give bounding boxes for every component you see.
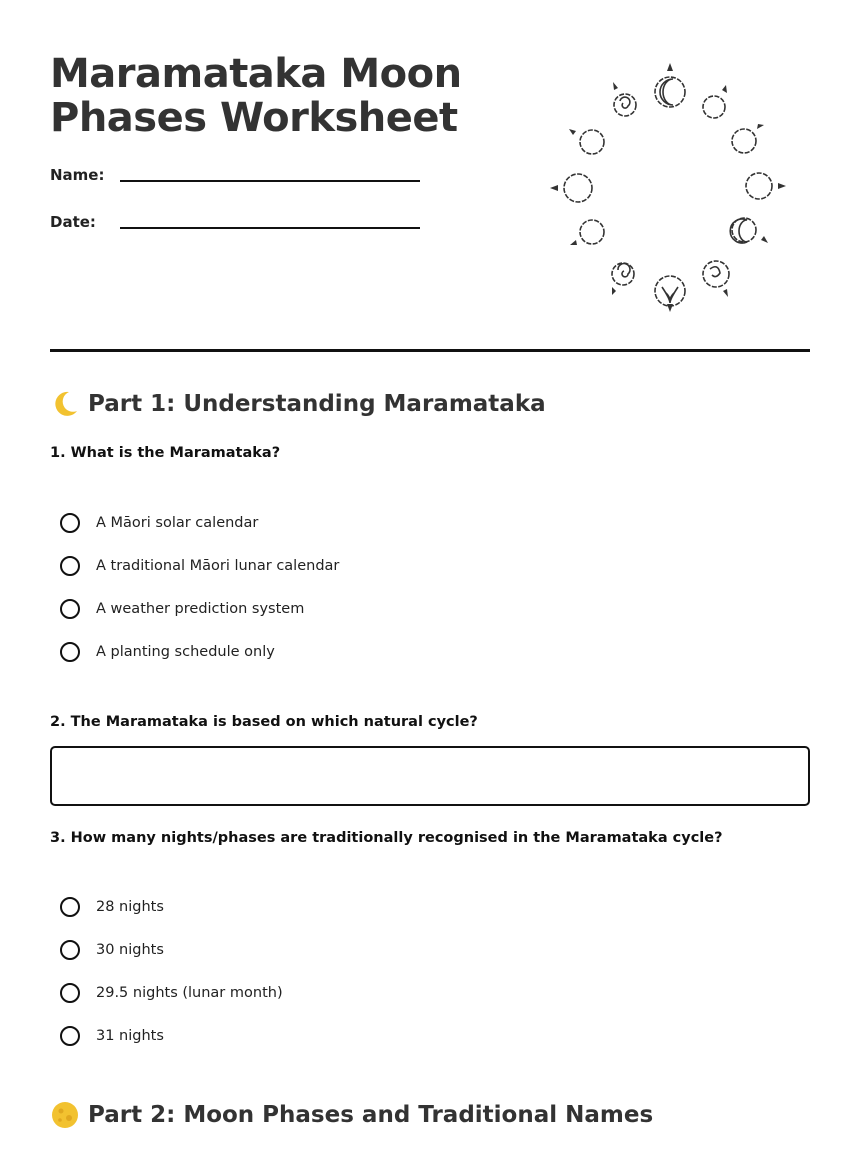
option-label: 28 nights bbox=[96, 899, 164, 915]
option-label: 31 nights bbox=[96, 1028, 164, 1044]
full-moon-icon bbox=[50, 1100, 80, 1130]
part2-heading bbox=[50, 1100, 653, 1130]
q1-option-2[interactable] bbox=[60, 554, 339, 578]
date-line[interactable] bbox=[120, 227, 420, 229]
header-divider bbox=[50, 349, 810, 352]
name-field[interactable] bbox=[50, 166, 420, 190]
worksheet-title: Maramataka Moon Phases Worksheet bbox=[50, 51, 462, 141]
question-2: 2. The Maramataka is based on which natural cycle? bbox=[50, 714, 478, 730]
question-1: 1. What is the Maramataka? bbox=[50, 445, 281, 461]
q3-option-4[interactable] bbox=[60, 1024, 164, 1048]
radio-button[interactable] bbox=[60, 1026, 80, 1046]
part2-heading-text: Part 2: Moon Phases and Traditional Names bbox=[88, 1102, 654, 1128]
option-label: A traditional Māori lunar calendar bbox=[96, 558, 340, 574]
q1-option-4[interactable] bbox=[60, 640, 275, 664]
option-label: 29.5 nights (lunar month) bbox=[96, 985, 283, 1001]
moon-phase-wheel-illustration bbox=[540, 55, 800, 320]
option-label: A weather prediction system bbox=[96, 601, 305, 617]
q3-option-3[interactable] bbox=[60, 981, 283, 1005]
q3-option-2[interactable] bbox=[60, 938, 164, 962]
date-label: Date: bbox=[50, 213, 96, 231]
radio-button[interactable] bbox=[60, 599, 80, 619]
date-field[interactable] bbox=[50, 213, 420, 237]
question-3: 3. How many nights/phases are traditionally recognised in the Maramataka cycle? bbox=[50, 830, 723, 846]
q1-option-1[interactable] bbox=[60, 511, 258, 535]
radio-button[interactable] bbox=[60, 897, 80, 917]
q3-option-1[interactable] bbox=[60, 895, 164, 919]
name-label: Name: bbox=[50, 166, 105, 184]
name-line[interactable] bbox=[120, 180, 420, 182]
radio-button[interactable] bbox=[60, 556, 80, 576]
radio-button[interactable] bbox=[60, 642, 80, 662]
option-label: 30 nights bbox=[96, 942, 164, 958]
radio-button[interactable] bbox=[60, 983, 80, 1003]
option-label: A planting schedule only bbox=[96, 644, 275, 660]
part1-heading bbox=[50, 389, 546, 419]
radio-button[interactable] bbox=[60, 940, 80, 960]
option-label: A Māori solar calendar bbox=[96, 515, 259, 531]
part1-heading-text: Part 1: Understanding Maramataka bbox=[88, 391, 546, 417]
crescent-moon-icon bbox=[50, 389, 80, 419]
radio-button[interactable] bbox=[60, 513, 80, 533]
q2-answer-box[interactable] bbox=[50, 746, 810, 806]
q1-option-3[interactable] bbox=[60, 597, 304, 621]
